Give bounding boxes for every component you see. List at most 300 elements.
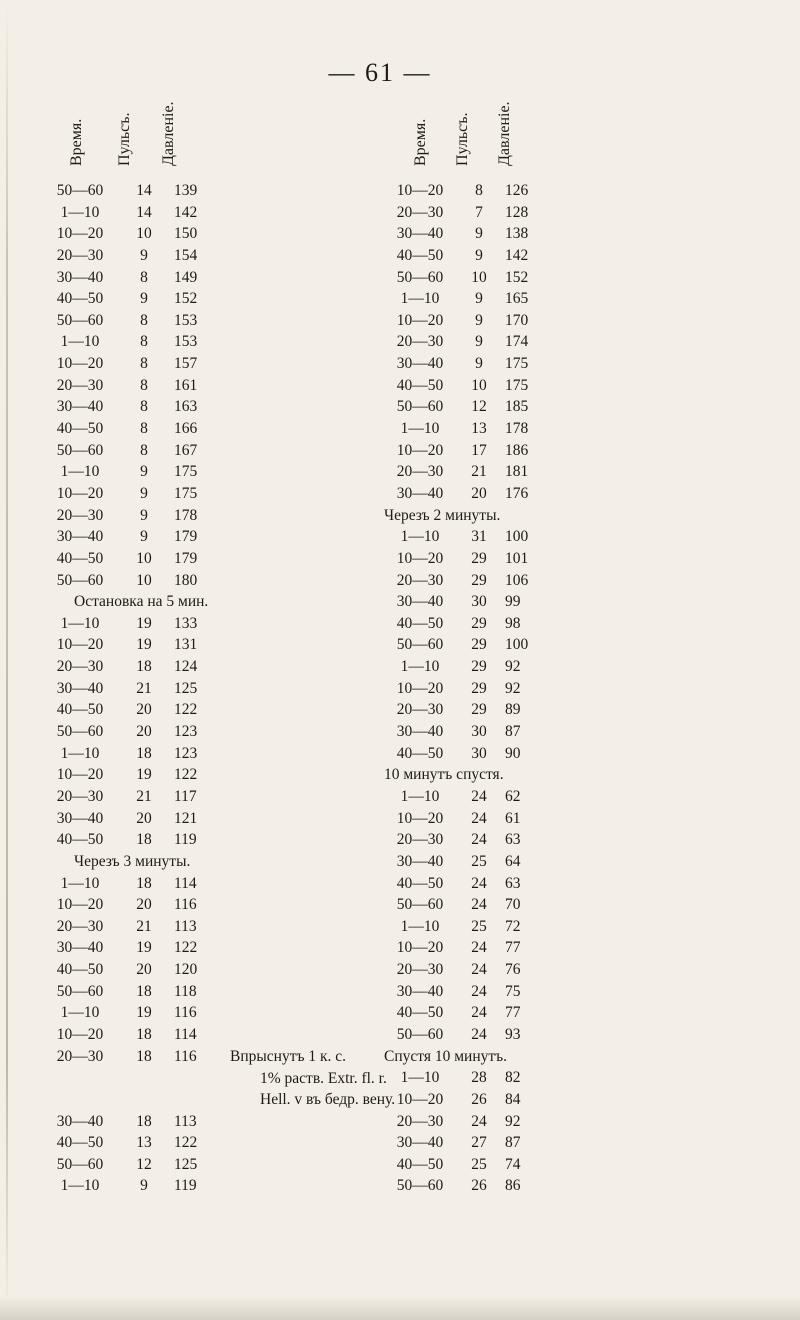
table-row bbox=[380, 721, 800, 743]
row-time: 40—50 bbox=[396, 1004, 444, 1022]
row-pulse: 18 bbox=[136, 874, 152, 892]
table-row bbox=[380, 331, 800, 353]
row-pressure: 126 bbox=[505, 182, 529, 199]
table-row bbox=[40, 440, 380, 462]
row-pressure: 63 bbox=[505, 831, 521, 849]
row-pressure: 61 bbox=[505, 809, 521, 827]
row-pressure: 175 bbox=[174, 484, 198, 502]
row-time: 30—40 bbox=[56, 268, 104, 286]
row-pressure: 149 bbox=[174, 268, 198, 286]
row-time: 20—30 bbox=[56, 787, 104, 805]
row-pressure: 116 bbox=[174, 1004, 197, 1022]
row-pressure: 138 bbox=[505, 225, 529, 243]
row-time: 50—60 bbox=[396, 636, 444, 654]
section-note bbox=[40, 591, 380, 613]
row-pressure: 179 bbox=[174, 549, 198, 567]
row-time: 1—10 bbox=[400, 787, 440, 805]
row-pulse: 19 bbox=[136, 1004, 152, 1022]
row-time: 20—30 bbox=[396, 831, 444, 849]
row-pulse: 30 bbox=[471, 593, 487, 611]
row-pulse: 29 bbox=[471, 679, 487, 697]
section-note bbox=[380, 764, 800, 786]
row-pressure: 185 bbox=[505, 398, 529, 416]
row-pressure: 122 bbox=[174, 701, 198, 719]
row-pulse: 8 bbox=[140, 398, 148, 416]
table-row bbox=[40, 505, 380, 527]
row-pressure: 86 bbox=[505, 1177, 521, 1195]
table-row bbox=[380, 418, 800, 440]
row-time: 50—60 bbox=[56, 982, 104, 1000]
row-pulse: 10 bbox=[136, 549, 152, 567]
row-pressure: 92 bbox=[505, 679, 521, 697]
row-time: 1—10 bbox=[400, 420, 440, 438]
row-time: 10—20 bbox=[396, 939, 444, 957]
row-time: 40—50 bbox=[396, 744, 444, 762]
row-pressure: 118 bbox=[174, 982, 197, 1000]
row-time: 20—30 bbox=[56, 246, 104, 264]
row-time: 20—30 bbox=[396, 961, 444, 979]
row-pressure: 166 bbox=[174, 420, 198, 438]
row-pulse: 21 bbox=[136, 679, 152, 697]
row-time: 50—60 bbox=[56, 311, 104, 329]
row-pulse: 26 bbox=[471, 1177, 487, 1195]
row-pulse: 9 bbox=[475, 333, 483, 351]
row-pressure: 116 bbox=[174, 1047, 197, 1065]
section-note bbox=[380, 505, 800, 527]
table-row bbox=[380, 1175, 800, 1197]
left-table bbox=[40, 180, 380, 1197]
row-pressure: 93 bbox=[505, 1025, 521, 1043]
row-pressure: 87 bbox=[505, 723, 521, 741]
row-pulse: 14 bbox=[136, 182, 152, 199]
table-row bbox=[380, 1002, 800, 1024]
row-pulse: 25 bbox=[471, 852, 487, 870]
row-pulse: 9 bbox=[140, 246, 148, 264]
row-pulse: 9 bbox=[140, 506, 148, 524]
table-row bbox=[380, 916, 800, 938]
row-pulse: 24 bbox=[471, 896, 487, 914]
table-row bbox=[380, 548, 800, 570]
row-time: 1—10 bbox=[400, 658, 440, 676]
row-pulse: 9 bbox=[475, 355, 483, 373]
row-pressure: 87 bbox=[505, 1134, 521, 1152]
row-time: 50—60 bbox=[56, 182, 104, 199]
table-row bbox=[380, 483, 800, 505]
table-row bbox=[380, 808, 800, 830]
row-pulse: 8 bbox=[140, 441, 148, 459]
row-pulse: 12 bbox=[471, 398, 487, 416]
table-row bbox=[40, 634, 380, 656]
table-row bbox=[40, 873, 380, 895]
row-pulse: 19 bbox=[136, 636, 152, 654]
section-note-text: Спустя 10 минутъ. bbox=[384, 1047, 508, 1065]
row-pressure: 176 bbox=[505, 484, 529, 502]
row-pressure: 72 bbox=[505, 917, 521, 935]
table-row bbox=[40, 829, 380, 851]
left-header-pressure bbox=[160, 92, 182, 184]
table-row bbox=[40, 743, 380, 765]
row-pulse: 24 bbox=[471, 961, 487, 979]
table-row bbox=[40, 786, 380, 808]
row-time: 30—40 bbox=[56, 1112, 104, 1130]
table-row bbox=[380, 829, 800, 851]
row-pressure: 157 bbox=[174, 355, 198, 373]
row-pressure: 125 bbox=[174, 679, 198, 697]
row-time: 10—20 bbox=[56, 355, 104, 373]
row-time: 10—20 bbox=[56, 225, 104, 243]
section-note-text: Черезъ 3 минуты. bbox=[74, 852, 191, 870]
table-row bbox=[380, 591, 800, 613]
row-pulse: 29 bbox=[471, 549, 487, 567]
left-header-pressure-label: Давленiе. bbox=[160, 101, 177, 166]
right-header-pressure bbox=[496, 92, 518, 184]
row-time: 40—50 bbox=[56, 290, 104, 308]
left-header-time-label: Время. bbox=[68, 118, 85, 166]
row-time: 30—40 bbox=[396, 1134, 444, 1152]
row-pulse: 24 bbox=[471, 1112, 487, 1130]
table-row bbox=[40, 461, 380, 483]
row-time: 30—40 bbox=[396, 593, 444, 611]
table-row bbox=[40, 570, 380, 592]
row-pulse: 19 bbox=[136, 939, 152, 957]
row-time: 50—60 bbox=[56, 1155, 104, 1173]
row-time: 40—50 bbox=[396, 614, 444, 632]
table-row bbox=[40, 418, 380, 440]
row-time: 40—50 bbox=[56, 1134, 104, 1152]
right-table bbox=[380, 180, 800, 1197]
row-pressure: 113 bbox=[174, 917, 197, 935]
table-row bbox=[380, 288, 800, 310]
row-time: 10—20 bbox=[396, 549, 444, 567]
table-row bbox=[380, 396, 800, 418]
row-time: 40—50 bbox=[56, 549, 104, 567]
row-pressure: 114 bbox=[174, 1025, 197, 1043]
row-pressure: 74 bbox=[505, 1155, 521, 1173]
table-row bbox=[40, 808, 380, 830]
table-row bbox=[380, 180, 800, 202]
row-pressure: 180 bbox=[174, 571, 198, 589]
row-pulse: 24 bbox=[471, 1004, 487, 1022]
section-note bbox=[40, 851, 380, 873]
row-pulse: 29 bbox=[471, 658, 487, 676]
table-row bbox=[40, 288, 380, 310]
row-time: 1—10 bbox=[400, 1069, 440, 1087]
row-pressure: 70 bbox=[505, 896, 521, 914]
row-pulse: 20 bbox=[136, 896, 152, 914]
row-time: 30—40 bbox=[396, 852, 444, 870]
row-pressure: 116 bbox=[174, 896, 197, 914]
row-pulse: 21 bbox=[136, 917, 152, 935]
row-pressure: 178 bbox=[174, 506, 198, 524]
row-pressure: 179 bbox=[174, 528, 198, 546]
row-pressure: 175 bbox=[505, 355, 529, 373]
row-time: 1—10 bbox=[60, 1004, 100, 1022]
row-pulse: 7 bbox=[475, 203, 483, 221]
row-pulse: 24 bbox=[471, 787, 487, 805]
row-pressure: 84 bbox=[505, 1090, 521, 1108]
table-row bbox=[40, 310, 380, 332]
row-pressure: 75 bbox=[505, 982, 521, 1000]
row-pressure: 114 bbox=[174, 874, 197, 892]
row-time: 40—50 bbox=[56, 831, 104, 849]
row-time: 50—60 bbox=[396, 398, 444, 416]
table-row bbox=[40, 396, 380, 418]
row-time: 10—20 bbox=[396, 441, 444, 459]
table-row bbox=[40, 1111, 380, 1133]
table-row bbox=[380, 375, 800, 397]
right-header-time bbox=[412, 92, 434, 184]
row-time: 1—10 bbox=[60, 203, 100, 221]
table-row bbox=[380, 440, 800, 462]
row-time: 10—20 bbox=[56, 896, 104, 914]
row-time: 20—30 bbox=[56, 506, 104, 524]
table-row bbox=[380, 981, 800, 1003]
row-time: 10—20 bbox=[396, 182, 444, 199]
row-time: 30—40 bbox=[396, 355, 444, 373]
row-pressure: 122 bbox=[174, 1134, 198, 1152]
table-row bbox=[380, 461, 800, 483]
table-row bbox=[40, 721, 380, 743]
row-pulse: 28 bbox=[471, 1069, 487, 1087]
table-row bbox=[380, 851, 800, 873]
row-pressure: 124 bbox=[174, 658, 198, 676]
table-row bbox=[380, 1111, 800, 1133]
row-pressure: 167 bbox=[174, 441, 198, 459]
row-time: 10—20 bbox=[396, 679, 444, 697]
row-pressure: 142 bbox=[174, 203, 198, 221]
row-pressure: 128 bbox=[505, 203, 529, 221]
injection-note-line: 1% раств. Extr. fl. r. bbox=[260, 1069, 387, 1087]
row-pressure: 181 bbox=[505, 463, 529, 481]
row-pulse: 8 bbox=[140, 268, 148, 286]
page-number: — 61 — bbox=[328, 58, 432, 87]
row-pressure: 161 bbox=[174, 376, 198, 394]
row-pulse: 18 bbox=[136, 1112, 152, 1130]
row-pulse: 12 bbox=[136, 1155, 152, 1173]
table-row bbox=[380, 613, 800, 635]
row-pulse: 9 bbox=[475, 311, 483, 329]
table-row bbox=[40, 526, 380, 548]
row-pulse: 18 bbox=[136, 1025, 152, 1043]
row-time: 50—60 bbox=[56, 441, 104, 459]
row-pulse: 18 bbox=[136, 658, 152, 676]
row-pressure: 175 bbox=[505, 376, 529, 394]
row-time: 1—10 bbox=[400, 917, 440, 935]
row-pulse: 9 bbox=[140, 290, 148, 308]
table-row bbox=[380, 873, 800, 895]
table-row bbox=[40, 375, 380, 397]
row-time: 30—40 bbox=[56, 528, 104, 546]
row-pulse: 10 bbox=[136, 225, 152, 243]
row-pulse: 8 bbox=[140, 311, 148, 329]
table-row bbox=[380, 526, 800, 548]
row-time: 20—30 bbox=[396, 571, 444, 589]
right-header-pulse-label: Пульсъ. bbox=[454, 112, 471, 166]
row-time: 50—60 bbox=[56, 723, 104, 741]
row-pulse: 9 bbox=[475, 290, 483, 308]
row-time: 1—10 bbox=[60, 1177, 100, 1195]
row-pulse: 24 bbox=[471, 809, 487, 827]
table-row bbox=[380, 1154, 800, 1176]
row-time: 20—30 bbox=[396, 333, 444, 351]
row-pressure: 119 bbox=[174, 1177, 197, 1195]
table-row bbox=[380, 245, 800, 267]
section-note-text: Черезъ 2 минуты. bbox=[384, 506, 501, 524]
row-pressure: 77 bbox=[505, 939, 521, 957]
row-pulse: 20 bbox=[136, 723, 152, 741]
right-header-time-label: Время. bbox=[412, 118, 429, 166]
table-row bbox=[380, 267, 800, 289]
table-row bbox=[40, 202, 380, 224]
row-time: 20—30 bbox=[56, 1047, 104, 1065]
row-pressure: 98 bbox=[505, 614, 521, 632]
row-time: 20—30 bbox=[56, 658, 104, 676]
row-time: 50—60 bbox=[396, 896, 444, 914]
table-row bbox=[40, 894, 380, 916]
row-time: 20—30 bbox=[396, 203, 444, 221]
row-pulse: 25 bbox=[471, 1155, 487, 1173]
row-time: 30—40 bbox=[56, 398, 104, 416]
table-row bbox=[380, 937, 800, 959]
row-time: 50—60 bbox=[56, 571, 104, 589]
row-time: 1—10 bbox=[400, 528, 440, 546]
table-row bbox=[380, 202, 800, 224]
row-pulse: 29 bbox=[471, 701, 487, 719]
table-row bbox=[380, 959, 800, 981]
row-pressure: 100 bbox=[505, 636, 529, 654]
row-time: 10—20 bbox=[56, 1025, 104, 1043]
row-pulse: 8 bbox=[140, 355, 148, 373]
table-row bbox=[40, 331, 380, 353]
table-row bbox=[40, 678, 380, 700]
row-pressure: 170 bbox=[505, 311, 529, 329]
row-time: 20—30 bbox=[396, 463, 444, 481]
row-pulse: 24 bbox=[471, 982, 487, 1000]
table-row bbox=[380, 310, 800, 332]
row-pulse: 13 bbox=[136, 1134, 152, 1152]
row-pulse: 17 bbox=[471, 441, 487, 459]
row-pulse: 9 bbox=[475, 225, 483, 243]
row-pulse: 10 bbox=[471, 268, 487, 286]
row-pressure: 165 bbox=[505, 290, 529, 308]
row-pressure: 92 bbox=[505, 1112, 521, 1130]
row-pressure: 186 bbox=[505, 441, 529, 459]
table-row bbox=[380, 1132, 800, 1154]
row-pulse: 24 bbox=[471, 1025, 487, 1043]
row-pulse: 10 bbox=[136, 571, 152, 589]
table-row bbox=[380, 656, 800, 678]
left-header-time bbox=[68, 92, 90, 184]
table-row bbox=[40, 483, 380, 505]
row-time: 50—60 bbox=[396, 1025, 444, 1043]
table-row bbox=[40, 916, 380, 938]
table-row bbox=[40, 245, 380, 267]
table-row bbox=[380, 1089, 800, 1111]
left-header-pulse-label: Пульсъ. bbox=[116, 112, 133, 166]
row-pulse: 18 bbox=[136, 831, 152, 849]
row-pulse: 20 bbox=[136, 809, 152, 827]
row-pressure: 120 bbox=[174, 961, 198, 979]
table-row bbox=[40, 267, 380, 289]
row-pressure: 142 bbox=[505, 246, 529, 264]
table-row bbox=[40, 1024, 380, 1046]
injection-note-line: Hell. v въ бедр. вену. bbox=[260, 1091, 396, 1109]
row-time: 1—10 bbox=[400, 290, 440, 308]
row-time: 10—20 bbox=[56, 766, 104, 784]
row-time: 30—40 bbox=[56, 939, 104, 957]
row-pulse: 29 bbox=[471, 571, 487, 589]
row-pressure: 90 bbox=[505, 744, 521, 762]
row-time: 40—50 bbox=[56, 420, 104, 438]
row-time: 30—40 bbox=[56, 809, 104, 827]
row-pulse: 29 bbox=[471, 614, 487, 632]
row-pulse: 30 bbox=[471, 723, 487, 741]
row-pulse: 20 bbox=[136, 961, 152, 979]
row-pressure: 122 bbox=[174, 939, 198, 957]
row-pulse: 10 bbox=[471, 376, 487, 394]
row-time: 30—40 bbox=[396, 225, 444, 243]
table-row bbox=[380, 1024, 800, 1046]
table-row bbox=[40, 1175, 380, 1197]
row-pressure: 131 bbox=[174, 636, 198, 654]
row-time: 40—50 bbox=[396, 376, 444, 394]
row-pulse: 9 bbox=[140, 463, 148, 481]
row-time: 10—20 bbox=[396, 1090, 444, 1108]
row-time: 40—50 bbox=[396, 246, 444, 264]
table-row bbox=[380, 353, 800, 375]
section-note-text: Остановка на 5 мин. bbox=[74, 593, 209, 611]
row-pressure: 123 bbox=[174, 723, 198, 741]
row-pressure: 153 bbox=[174, 311, 198, 329]
table-row bbox=[380, 699, 800, 721]
row-pulse: 18 bbox=[136, 982, 152, 1000]
row-pressure: 119 bbox=[174, 831, 197, 849]
row-time: 40—50 bbox=[56, 961, 104, 979]
row-pressure: 174 bbox=[505, 333, 529, 351]
table-row bbox=[40, 1002, 380, 1024]
row-pressure: 139 bbox=[174, 182, 198, 199]
table-row bbox=[380, 223, 800, 245]
row-pulse: 8 bbox=[140, 333, 148, 351]
row-pressure: 150 bbox=[174, 225, 198, 243]
row-time: 30—40 bbox=[396, 723, 444, 741]
row-time: 40—50 bbox=[396, 874, 444, 892]
section-note bbox=[380, 1046, 800, 1068]
row-pressure: 153 bbox=[174, 333, 198, 351]
row-pulse: 19 bbox=[136, 766, 152, 784]
row-pressure: 122 bbox=[174, 766, 198, 784]
row-pressure: 99 bbox=[505, 593, 521, 611]
row-time: 1—10 bbox=[60, 333, 100, 351]
row-time: 1—10 bbox=[60, 463, 100, 481]
row-time: 10—20 bbox=[396, 809, 444, 827]
table-row bbox=[40, 613, 380, 635]
table-row bbox=[40, 353, 380, 375]
row-time: 10—20 bbox=[56, 636, 104, 654]
table-row bbox=[40, 937, 380, 959]
right-header-pressure-label: Давленiе. bbox=[496, 101, 513, 166]
left-header-pulse bbox=[116, 92, 138, 184]
row-time: 10—20 bbox=[396, 311, 444, 329]
row-pressure: 123 bbox=[174, 744, 198, 762]
row-pressure: 106 bbox=[505, 571, 529, 589]
row-pulse: 29 bbox=[471, 636, 487, 654]
table-row bbox=[380, 678, 800, 700]
row-pulse: 14 bbox=[136, 203, 152, 221]
row-pulse: 20 bbox=[471, 484, 487, 502]
row-pulse: 8 bbox=[475, 182, 483, 199]
row-pulse: 21 bbox=[136, 787, 152, 805]
